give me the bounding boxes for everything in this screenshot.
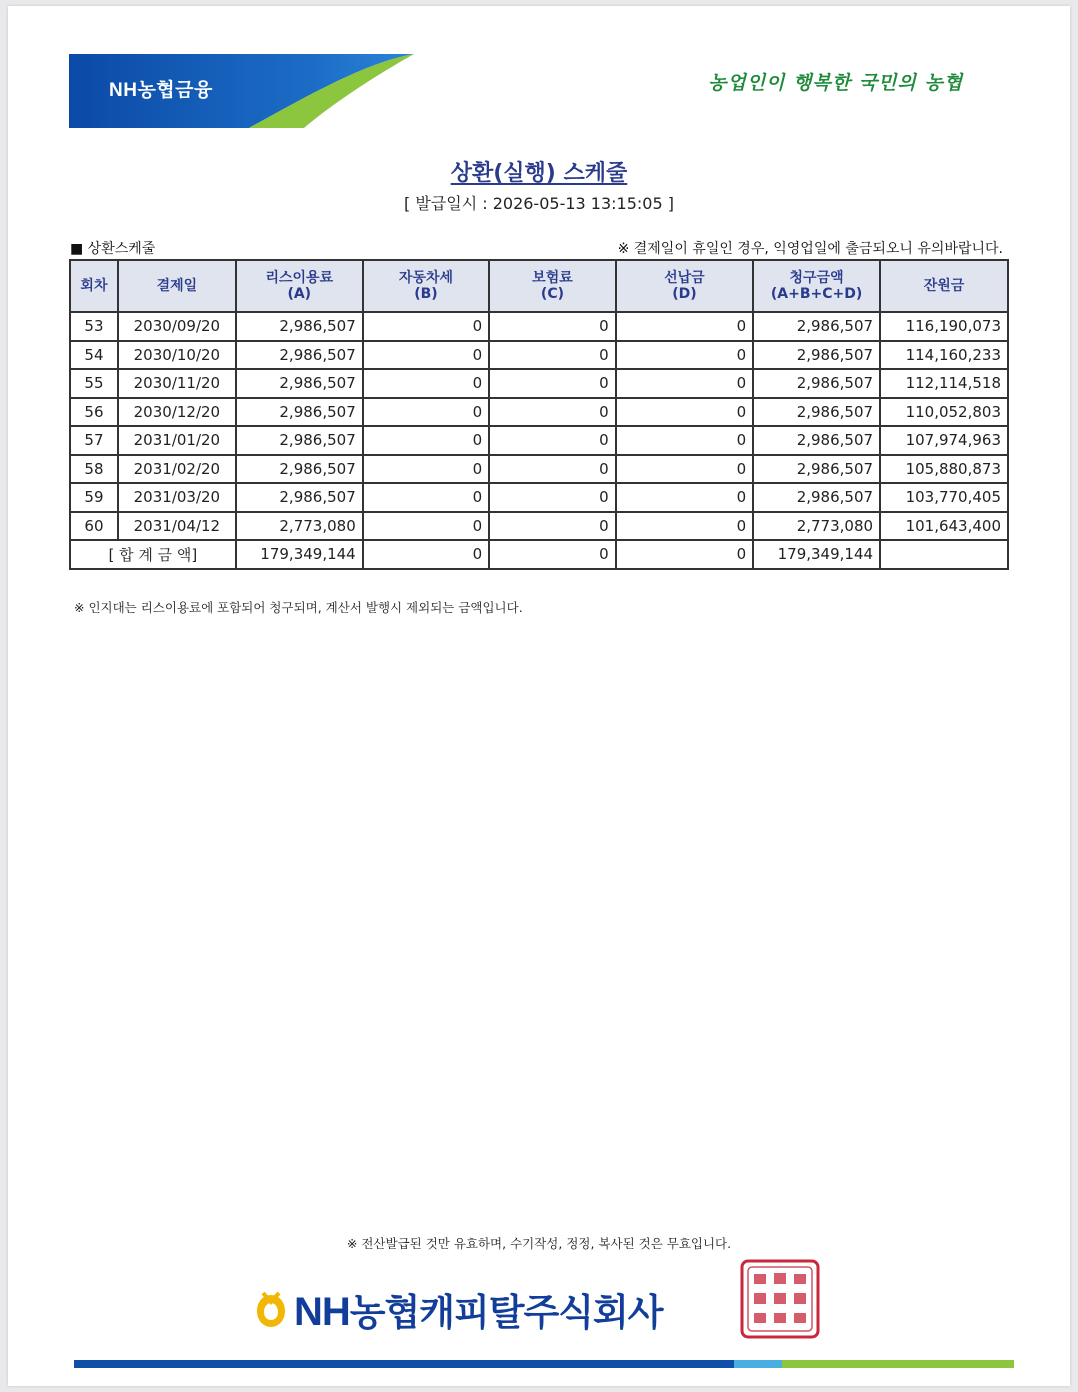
section-label: ■ 상환스케줄 — [70, 241, 156, 257]
column-header — [489, 260, 615, 312]
company-name-text: 농협캐피탈주식회사 — [349, 1291, 663, 1334]
table-cell: 0 — [616, 369, 753, 398]
table-cell: 0 — [489, 426, 615, 455]
column-header — [363, 260, 489, 312]
company-nh: NH — [294, 1290, 350, 1334]
table-cell: 2,986,507 — [236, 426, 363, 455]
column-header — [616, 260, 753, 312]
footer-color-bar — [74, 1360, 1014, 1368]
table-cell: 60 — [70, 512, 118, 541]
column-header — [753, 260, 880, 312]
table-cell: 0 — [616, 426, 753, 455]
table-cell: 0 — [363, 312, 489, 341]
total-label: [ 합 계 금 액] — [70, 540, 236, 569]
column-header-label: 선납금 — [664, 270, 705, 286]
table-row — [70, 341, 1008, 370]
table-cell: 2,986,507 — [236, 483, 363, 512]
table-cell: 2,773,080 — [753, 512, 880, 541]
total-cell: 0 — [489, 540, 615, 569]
table-cell: 110,052,803 — [880, 398, 1008, 427]
table-cell: 0 — [489, 369, 615, 398]
table-cell: 53 — [70, 312, 118, 341]
table-cell: 0 — [363, 369, 489, 398]
document-title-text: 상환(실행) 스케줄 — [450, 161, 628, 186]
table-cell: 0 — [489, 455, 615, 484]
table-cell: 0 — [489, 312, 615, 341]
issue-datetime: [ 발급일시 : 2026-05-13 13:15:05 ] — [404, 194, 674, 213]
table-row — [70, 426, 1008, 455]
table-cell: 2031/01/20 — [118, 426, 236, 455]
table-cell: 2031/04/12 — [118, 512, 236, 541]
total-cell: 179,349,144 — [753, 540, 880, 569]
column-header-sublabel: (A) — [287, 286, 312, 302]
table-cell: 0 — [363, 483, 489, 512]
table-cell: 107,974,963 — [880, 426, 1008, 455]
column-header — [118, 260, 236, 312]
column-header-label: 자동차세 — [398, 270, 454, 286]
table-cell: 0 — [616, 483, 753, 512]
table-cell: 101,643,400 — [880, 512, 1008, 541]
table-cell: 2030/10/20 — [118, 341, 236, 370]
table-cell: 0 — [616, 341, 753, 370]
column-header-label: 청구금액 — [789, 270, 844, 286]
nh-symbol-icon — [254, 1291, 288, 1338]
table-cell: 0 — [616, 398, 753, 427]
column-header-label: 결제일 — [156, 278, 198, 294]
table-cell: 2,986,507 — [236, 341, 363, 370]
column-header-label: 보험료 — [532, 270, 573, 286]
table-cell: 2031/02/20 — [118, 455, 236, 484]
stamp-duty-note: ※ 인지대는 리스이용료에 포함되어 청구되며, 계산서 발행시 제외되는 금액입니다. — [74, 600, 523, 615]
table-cell: 55 — [70, 369, 118, 398]
table-cell: 2,986,507 — [236, 455, 363, 484]
table-cell: 0 — [489, 512, 615, 541]
table-cell: 0 — [489, 398, 615, 427]
table-cell: 103,770,405 — [880, 483, 1008, 512]
total-cell: 0 — [616, 540, 753, 569]
table-cell: 2,773,080 — [236, 512, 363, 541]
column-header-label: 잔원금 — [923, 278, 965, 294]
table-row — [70, 512, 1008, 541]
company-seal-stamp — [738, 1258, 822, 1340]
table-body — [70, 312, 1008, 569]
table-cell: 0 — [363, 341, 489, 370]
table-cell: 2,986,507 — [753, 455, 880, 484]
slogan: 농업인이 행복한 국민의 농협 — [708, 72, 964, 94]
table-row — [70, 312, 1008, 341]
repayment-schedule-table — [69, 259, 1009, 570]
column-header-sublabel: (A+B+C+D) — [770, 286, 863, 302]
table-cell: 56 — [70, 398, 118, 427]
table-cell: 0 — [363, 455, 489, 484]
logo-text: NH농협금융 — [109, 80, 213, 101]
table-row — [70, 398, 1008, 427]
table-row — [70, 369, 1008, 398]
column-header — [70, 260, 118, 312]
column-header-label: 회차 — [80, 278, 108, 294]
table-header-row — [70, 260, 1008, 312]
table-cell: 0 — [616, 312, 753, 341]
table-cell: 58 — [70, 455, 118, 484]
table-cell: 2030/11/20 — [118, 369, 236, 398]
total-cell: 0 — [363, 540, 489, 569]
table-cell: 105,880,873 — [880, 455, 1008, 484]
column-header — [880, 260, 1008, 312]
table-cell: 0 — [616, 512, 753, 541]
column-header-sublabel: (B) — [414, 286, 438, 302]
table-cell: 59 — [70, 483, 118, 512]
table-cell: 114,160,233 — [880, 341, 1008, 370]
table-cell: 0 — [363, 398, 489, 427]
table-row — [70, 483, 1008, 512]
total-cell — [880, 540, 1008, 569]
company-name — [254, 1282, 662, 1332]
table-cell: 2,986,507 — [236, 369, 363, 398]
table-cell: 112,114,518 — [880, 369, 1008, 398]
column-header-sublabel: (C) — [540, 286, 564, 302]
table-cell: 2,986,507 — [753, 312, 880, 341]
table-cell: 0 — [363, 512, 489, 541]
table-cell: 2030/12/20 — [118, 398, 236, 427]
table-cell: 2,986,507 — [753, 483, 880, 512]
table-cell: 2031/03/20 — [118, 483, 236, 512]
column-header-label: 리스이용료 — [265, 270, 334, 286]
table-cell: 116,190,073 — [880, 312, 1008, 341]
document-title — [8, 156, 1070, 187]
total-row — [70, 540, 1008, 569]
table-cell: 0 — [363, 426, 489, 455]
column-header — [236, 260, 363, 312]
table-cell: 2,986,507 — [236, 312, 363, 341]
table-cell: 2030/09/20 — [118, 312, 236, 341]
nh-financial-logo — [69, 54, 414, 128]
table-cell: 2,986,507 — [753, 341, 880, 370]
table-cell: 0 — [489, 341, 615, 370]
total-cell: 179,349,144 — [236, 540, 363, 569]
document-page — [8, 6, 1070, 1386]
validity-disclaimer: ※ 전산발급된 것만 유효하며, 수기작성, 정정, 복사된 것은 무효입니다. — [346, 1236, 732, 1251]
table-cell: 54 — [70, 341, 118, 370]
holiday-notice: ※ 결제일이 휴일인 경우, 익영업일에 출금되오니 유의바랍니다. — [617, 241, 1003, 257]
table-row — [70, 455, 1008, 484]
table-cell: 0 — [489, 483, 615, 512]
table-cell: 2,986,507 — [753, 398, 880, 427]
table-cell: 2,986,507 — [753, 426, 880, 455]
table-cell: 2,986,507 — [753, 369, 880, 398]
table-cell: 0 — [616, 455, 753, 484]
table-cell: 57 — [70, 426, 118, 455]
table-cell: 2,986,507 — [236, 398, 363, 427]
column-header-sublabel: (D) — [672, 286, 697, 302]
